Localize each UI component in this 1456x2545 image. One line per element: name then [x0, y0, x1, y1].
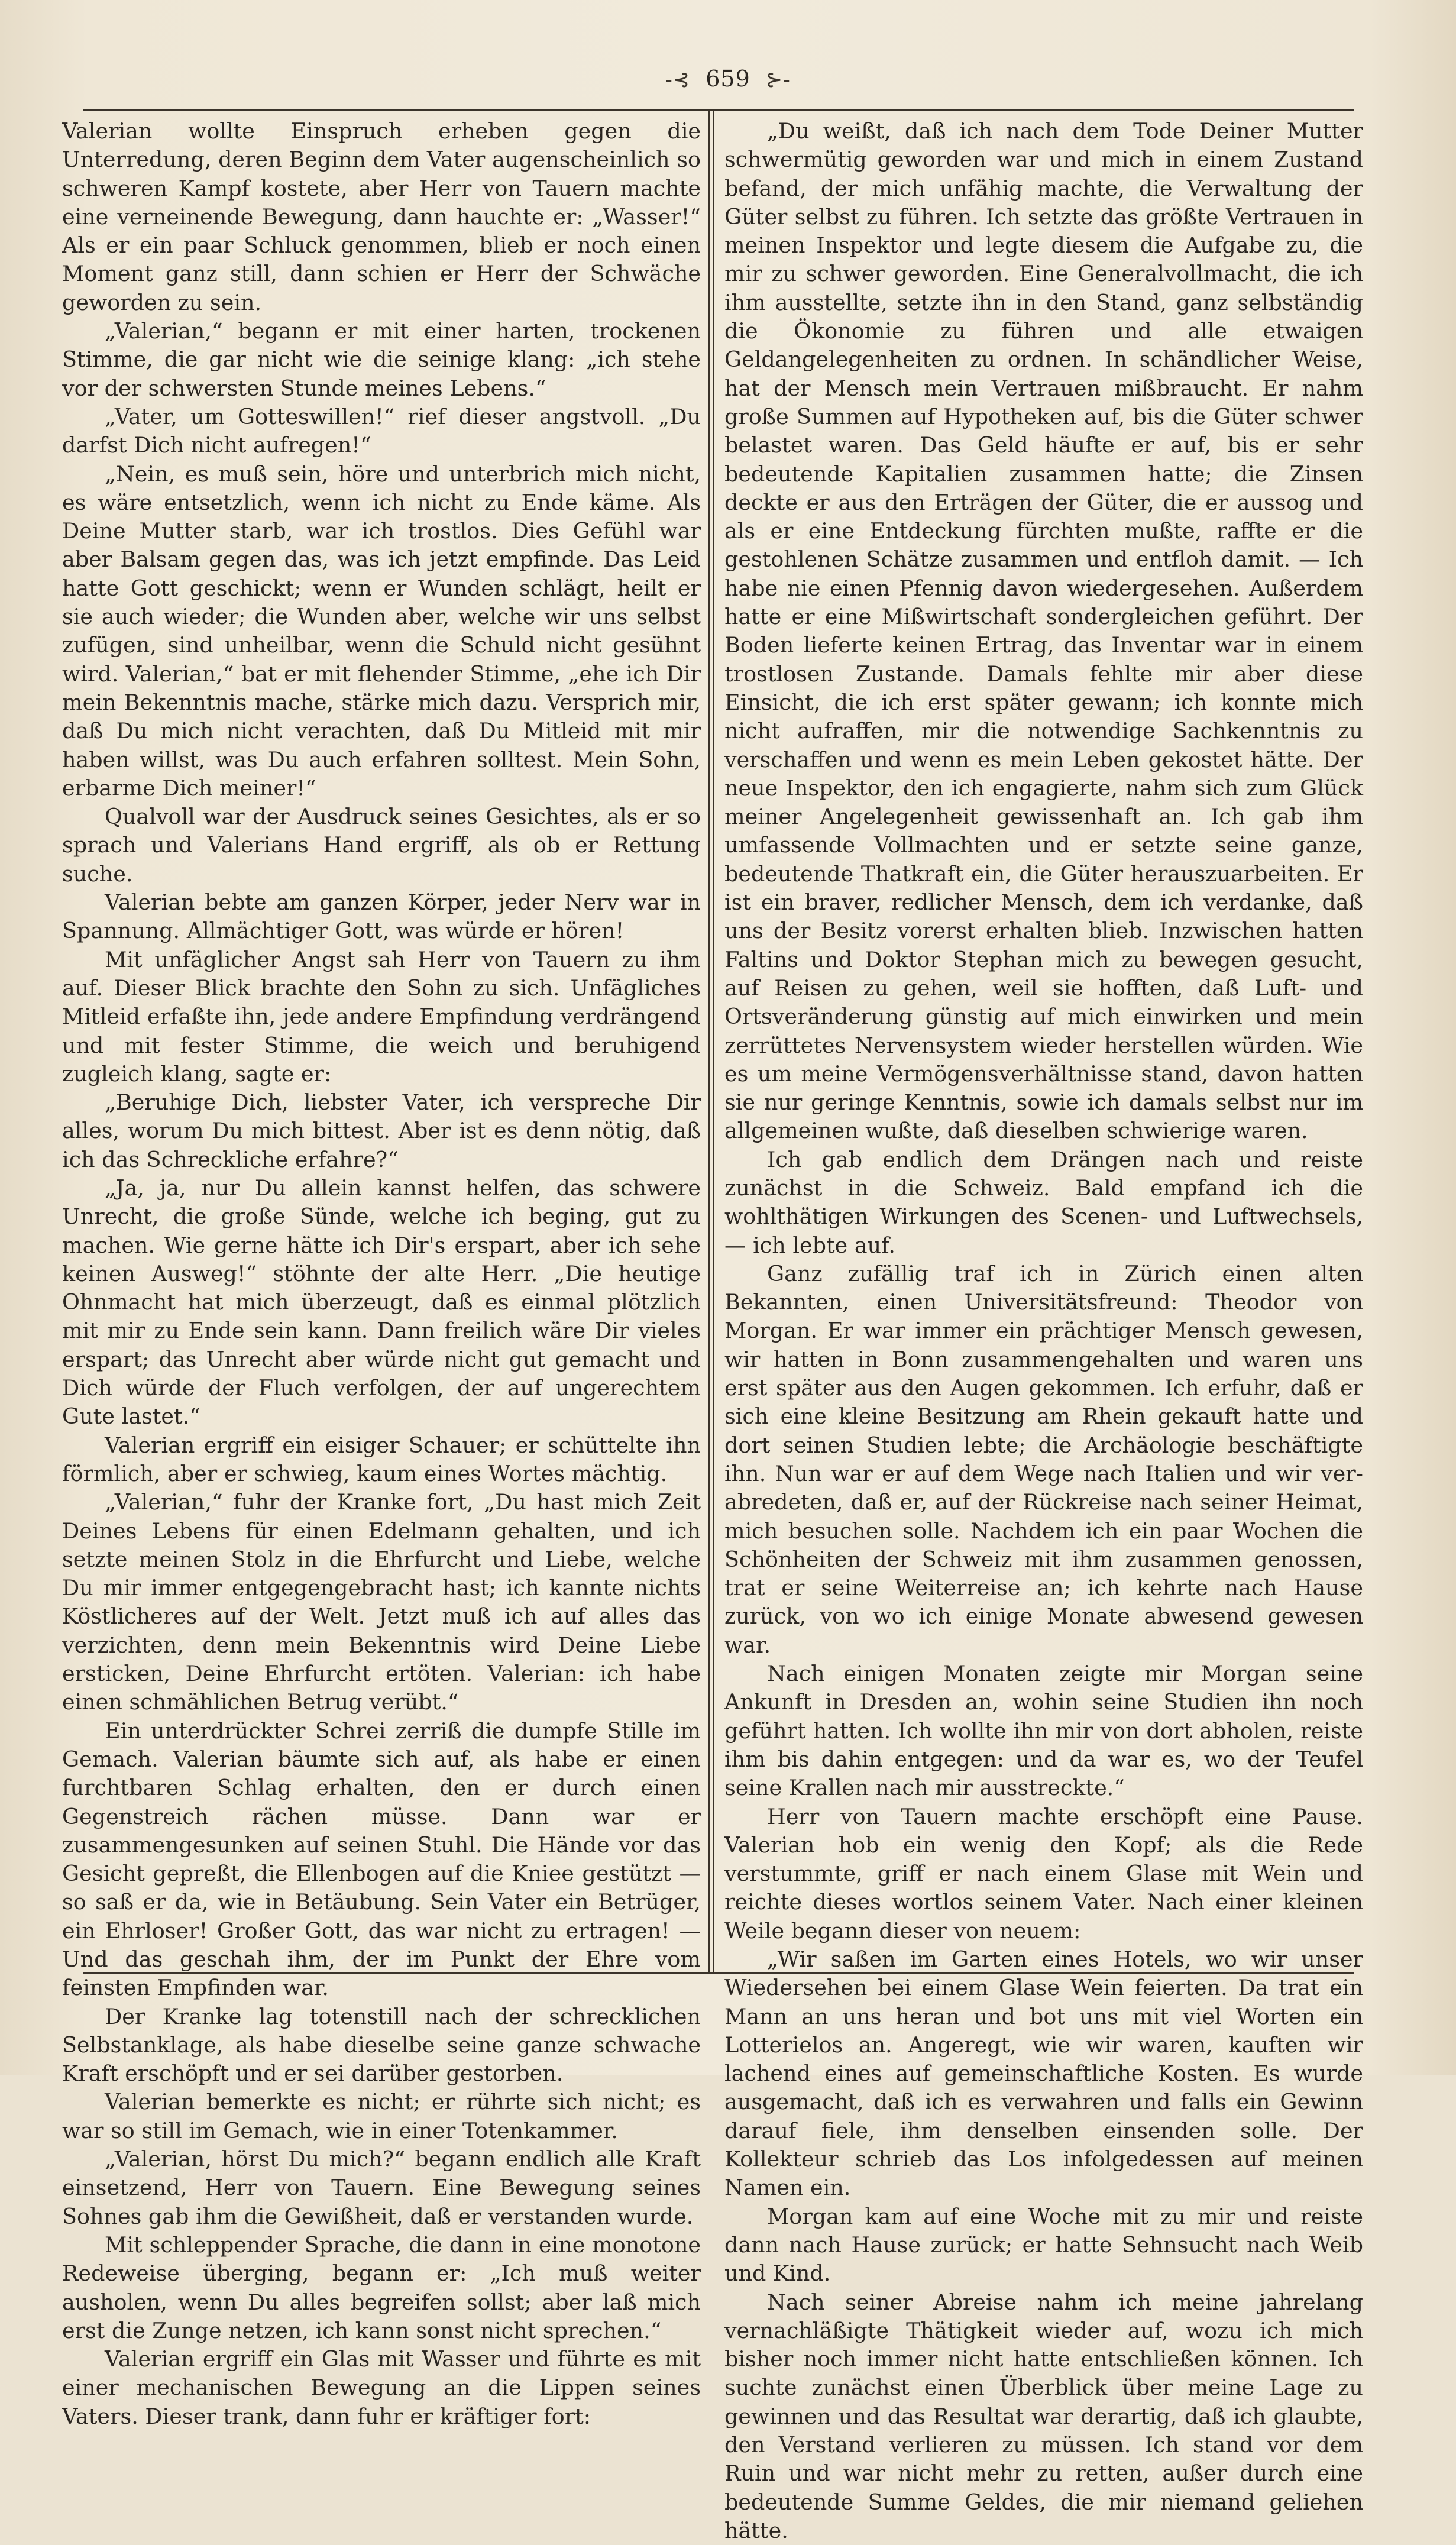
top-rule	[83, 109, 1354, 111]
paragraph: Ein unterdrückter Schrei zerriß die dumpfe Stille im Gemach. Valerian bäumte sich auf, als habe er einen furchtbaren Schlag erhalten, den er durch einen Gegenstreich rächen müsse. Dann war er zusammengesunken auf seinen Stuhl. Die Hände vor das Gesicht gepreßt, die Ellenbogen auf die Kniee gestützt — so saß er da, wie in Betäubung. Sein Vater ein Betrüger, ein Ehrloser! Großer Gott, das war nicht zu ertragen! — Und das geschah ihm, der im Punkt der Ehre vom feinsten Empfinden war.	[62, 1718, 701, 2001]
paragraph: Valerian bemerkte es nicht; er rührte sich nicht; es war so still im Gemach, wie in einer Totenkammer.	[62, 2089, 701, 2143]
paragraph: „Valerian, hörst Du mich?“ begann endlich alle Kraft einsetzend, Herr von Tauern. Eine Bewegung seines Sohnes gab ihm die Gewißheit, daß er verstanden wurde.	[62, 2146, 701, 2229]
paragraph: Herr von Tauern machte erschöpft eine Pause. Valerian hob ein wenig den Kopf; als die Rede verstummte, griff er nach einem Glase mit Wein und reichte dieses wortlos seinem Vater. Nach einer kleinen Weile begann dieser von neuem:	[724, 1803, 1363, 1943]
paragraph: „Nein, es muß sein, höre und unterbrich mich nicht, es wäre entsetzlich, wenn ich nicht zu Ende käme. Als Deine Mutter starb, war ich trostlos. Dies Gefühl war aber Balsam gegen das, was ich jetzt empfinde. Das Leid hatte Gott geschickt; wenn er Wunden schlägt, heilt er sie auch wieder; die Wunden aber, welche wir uns selbst zufügen, sind unheilbar, wenn die Schuld nicht gesühnt wird. Valerian,“ bat er mit flehender Stimme, „ehe ich Dir mein Bekenntnis mache, stärke mich dazu. Versprich mir, daß Du mich nicht verachten, daß Du Mitleid mit mir haben willst, was Du auch erfahren solltest. Mein Sohn, erbarme Dich meiner!“	[62, 461, 701, 801]
paragraph: Morgan kam auf eine Woche mit zu mir und reiste dann nach Hause zurück; er hatte Sehnsucht nach Weib und Kind.	[724, 2203, 1363, 2287]
page-number: 659	[706, 66, 750, 92]
paragraph: „Ja, ja, nur Du allein kannst helfen, das schwere Unrecht, die große Sünde, welche ich beging, gut zu machen. Wie gerne hätte ich Dir's erspart, aber ich sehe keinen Ausweg!“ stöhnte der alte Herr. „Die heutige Ohnmacht hat mich überzeugt, daß es einmal plötzlich mit mir zu Ende sein kann. Dann freilich wäre Dir vieles erspart; das Unrecht aber würde nicht gut gemacht und Dich würde der Fluch verfolgen, der auf ungerechtem Gute lastet.“	[62, 1175, 701, 1430]
header-ornament-left: -⊰	[665, 68, 691, 92]
paragraph: Valerian bebte am ganzen Körper, jeder Nerv war in Spannung. Allmächtiger Gott, was würde er hören!	[62, 890, 701, 944]
paragraph: Mit schleppender Sprache, die dann in eine monotone Redeweise überging, begann er: „Ich muß weiter ausholen, wenn Du alles begreifen sollst; aber laß mich erst die Zunge netzen, ich kann sonst nicht sprechen.“	[62, 2232, 701, 2343]
left-column	[62, 117, 701, 2429]
paragraph: Mit unfäglicher Angst sah Herr von Tauern zu ihm auf. Dieser Blick brachte den Sohn zu sich. Unfägliches Mitleid erfaßte ihn, jede andere Empfindung verdrängend und mit fester Stimme, die weich und beruhigend zugleich klang, sagte er:	[62, 946, 701, 1086]
paragraph: Ganz zufällig traf ich in Zürich einen alten Bekannten, einen Universitätsfreund: Theodor von Morgan. Er war immer ein prächtiger Mensch gewesen, wir hatten in Bonn zusammengehalten und waren uns erst später aus den Augen gekommen. Ich erfuhr, daß er sich eine kleine Besitzung am Rhein gekauft hatte und dort seinen Studien lebte; die Archäologie beschäftigte ihn. Nun war er auf dem Wege nach Italien und wir verabredeten, daß er, auf der Rückreise nach seiner Heimat, mich besuchen solle. Nachdem ich ein paar Wochen die Schönheiten der Schweiz mit ihm zusammen genossen, trat er seine Weiterreise an; ich kehrte nach Hause zurück, von wo ich einige Monate abwesend gewesen war.	[724, 1260, 1363, 1658]
paragraph: „Valerian,“ fuhr der Kranke fort, „Du hast mich Zeit Deines Lebens für einen Edelmann gehalten, und ich setzte meinen Stolz in die Ehrfurcht und Liebe, welche Du mir immer entgegengebracht hast; ich kannte nichts Köstlicheres auf der Welt. Jetzt muß ich auf alles das verzichten, denn mein Bekenntnis wird Deine Liebe ersticken, Deine Ehrfurcht ertöten. Valerian: ich habe einen schmählichen Betrug verübt.“	[62, 1489, 701, 1715]
header-ornament-right: ⊱-	[765, 68, 791, 92]
paragraph: „Vater, um Gotteswillen!“ rief dieser angstvoll. „Du darfst Dich nicht aufregen!“	[62, 403, 701, 458]
paragraph: „Valerian,“ begann er mit einer harten, trockenen Stimme, die gar nicht wie die seinige klang: „ich stehe vor der schwersten Stunde meines Lebens.“	[62, 318, 701, 401]
paragraph: „Beruhige Dich, liebster Vater, ich verspreche Dir alles, worum Du mich bittest. Aber ist es denn nötig, daß ich das Schreckliche erfahre?“	[62, 1089, 701, 1172]
paragraph: Der Kranke lag totenstill nach der schrecklichen Selbstanklage, als habe dieselbe seine ganze schwache Kraft erschöpft und er sei darüber gestorben.	[62, 2003, 701, 2087]
page-header	[0, 64, 1456, 95]
right-column	[724, 117, 1363, 2543]
paragraph: „Wir saßen im Garten eines Hotels, wo wir unser Wiedersehen bei einem Glase Wein feierten. Da trat ein Mann an uns heran und bot uns mit viel Worten ein Lotterielos an. Angeregt, wie wir waren, kauften wir lachend eines auf gemeinschaftliche Kosten. Es wurde ausgemacht, daß ich es verwahren und falls ein Gewinn darauf fiele, ihm denselben einsenden solle. Der Kollekteur schrieb das Los infolgedessen auf meinen Namen ein.	[724, 1946, 1363, 2201]
paragraph: Qualvoll war der Ausdruck seines Gesichtes, als er so sprach und Valerians Hand ergriff, als ob er Rettung suche.	[62, 804, 701, 887]
paragraph: Valerian ergriff ein eisiger Schauer; er schüttelte ihn förmlich, aber er schwieg, kaum eines Wortes mächtig.	[62, 1432, 701, 1486]
column-divider	[708, 110, 710, 1972]
bottom-rule	[83, 1972, 1354, 1974]
paragraph: Nach einigen Monaten zeigte mir Morgan seine Ankunft in Dresden an, wohin seine Studien ihn noch geführt hatten. Ich wollte ihn mir von dort abholen, reiste ihm bis dahin entgegen: und da war es, wo der Teufel seine Krallen nach mir ausstreckte.“	[724, 1661, 1363, 1801]
paragraph: Nach seiner Abreise nahm ich meine jahrelang vernachläßigte Thätigkeit wieder auf, wozu ich mich bisher noch immer nicht hatte entschließen können. Ich suchte zunächst einen Überblick über meine Lage zu gewinnen und das Resultat war derartig, daß ich glaubte, den Verstand verlieren zu müssen. Ich stand vor dem Ruin und war nicht mehr zu retten, außer durch eine bedeutende Summe Geldes, die mir niemand geliehen hätte.	[724, 2289, 1363, 2543]
paragraph: „Du weißt, daß ich nach dem Tode Deiner Mutter schwermütig geworden war und mich in einem Zustand befand, der mich unfähig machte, die Verwaltung der Güter selbst zu führen. Ich setzte das größte Vertrauen in meinen Inspektor und legte diesem die Aufgabe zu, die mir zu schwer geworden. Eine Generalvollmacht, die ich ihm ausstellte, setzte ihn in den Stand, ganz selbständig die Ökonomie zu führen und alle etwaigen Geldangelegenheiten zu ordnen. In schändlicher Weise, hat der Mensch mein Vertrauen mißbraucht. Er nahm große Summen auf Hypotheken auf, bis die Güter schwer belastet waren. Das Geld häufte er auf, bis er sehr bedeutende Kapitalien zusammen hatte; die Zinsen deckte er aus den Erträgen der Güter, die er aussog und als er eine Entdeckung fürchten mußte, raffte er die gestohlenen Schätze zusammen und entfloh damit. — Ich habe nie einen Pfennig davon wiedergesehen. Außerdem hatte er eine Mißwirtschaft sondergleichen geführt. Der Boden lieferte keinen Ertrag, das Inventar war in einem trostlosen Zustande. Damals fehlte mir aber diese Einsicht, die ich erst später gewann; ich konnte mich nicht aufraffen, mir die notwendige Sachkenntnis zu verschaffen und wenn es mein Leben gekostet hätte. Der neue Inspektor, den ich engagierte, nahm sich zum Glück meiner Angelegenheit gewissenhaft an. Ich gab ihm umfassende Vollmachten und er setzte seine ganze, bedeutende Thatkraft ein, die Güter herauszuarbeiten. Er ist ein braver, redlicher Mensch, dem ich verdanke, daß uns der Besitz vorerst erhalten blieb. Inzwischen hatten Faltins und Doktor Stephan mich zu bewegen gesucht, auf Reisen zu gehen, weil sie hofften, daß Luft- und Ortsveränderung günstig auf mich einwirken und mein zerrüttetes Nervensystem wieder herstellen würden. Wie es um meine Vermögensverhältnisse stand, davon hatten sie nur geringe Kenntnis, sowie ich damals selbst nur im allgemeinen wußte, daß dieselben schwierige waren.	[724, 118, 1363, 1144]
column-divider-inner	[713, 110, 714, 1972]
paragraph: Valerian wollte Einspruch erheben gegen die Unterredung, deren Beginn dem Vater augenscheinlich so schweren Kampf kostete, aber Herr von Tauern machte eine verneinende Bewegung, dann hauchte er: „Wasser!“ Als er ein paar Schluck genommen, blieb er noch einen Moment ganz still, dann schien er Herr der Schwäche geworden zu sein.	[62, 118, 701, 315]
paragraph: Ich gab endlich dem Drängen nach und reiste zunächst in die Schweiz. Bald empfand ich die wohlthätigen Wirkungen des Scenen- und Luftwechsels, — ich lebte auf.	[724, 1146, 1363, 1258]
paragraph: Valerian ergriff ein Glas mit Wasser und führte es mit einer mechanischen Bewegung an die Lippen seines Vaters. Dieser trank, dann fuhr er kräftiger fort:	[62, 2346, 701, 2429]
